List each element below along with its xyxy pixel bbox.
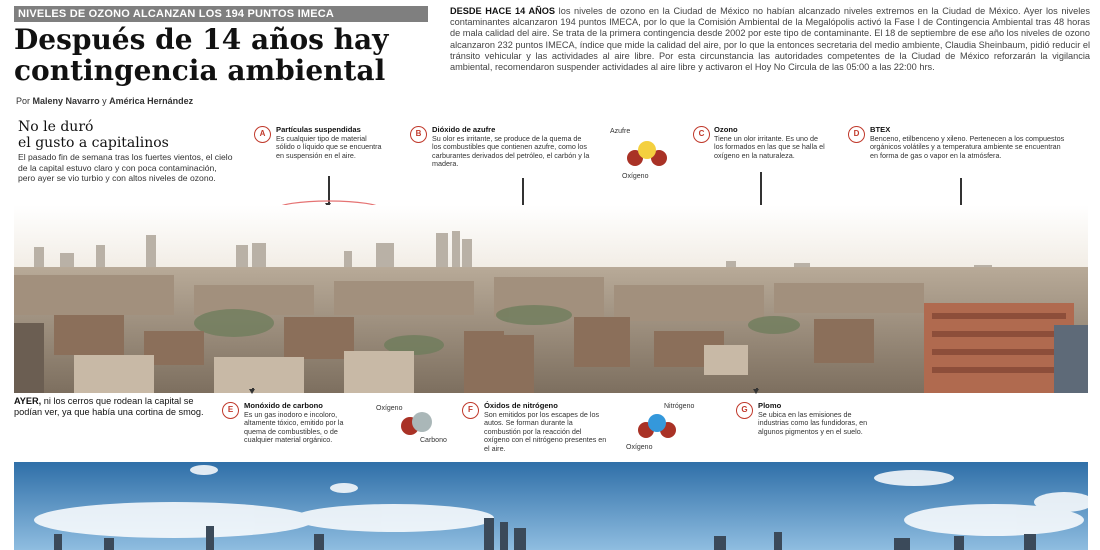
byline-join: y [102, 96, 107, 106]
badge-d: D [848, 126, 865, 143]
callout-text: Su olor es irritante, se produce de la quema de los combustibles que contienen azufre, como los carburantes derivados del petróleo, el carbón y la madera. [432, 133, 590, 169]
carbon-monoxide-molecule-icon [396, 410, 440, 438]
callout-title: Monóxido de carbono [244, 401, 323, 410]
badge-b: B [410, 126, 427, 143]
sidebar-subhead-line-1: No le duró [18, 119, 94, 135]
pointer-e [252, 388, 254, 390]
byline [16, 96, 193, 106]
label-carbono: Carbono [420, 437, 447, 444]
callout-ozono [714, 126, 829, 160]
city-skyline-photo [14, 205, 1088, 393]
badge-e: E [222, 402, 239, 419]
label-oxigeno-2: Oxígeno [376, 405, 403, 412]
headline [14, 24, 434, 86]
intro-paragraph [450, 6, 1090, 73]
callout-title: Óxidos de nitrógeno [484, 401, 558, 410]
callout-oxidos-nitrogeno [484, 402, 609, 454]
callout-title: Dióxido de azufre [432, 125, 496, 134]
pointer-g [756, 388, 758, 390]
caption-lead: AYER, [14, 396, 42, 406]
callout-particulas [276, 126, 386, 160]
intro-lead: DESDE HACE 14 AÑOS [450, 6, 556, 16]
badge-g: G [736, 402, 753, 419]
callout-dioxido-azufre [432, 126, 592, 169]
sidebar-subhead-line-2: el gusto a capitalinos [18, 135, 169, 151]
headline-line-2: contingencia ambiental [14, 54, 386, 87]
sidebar-text: El pasado fin de semana tras los fuertes vientos, el cielo de la capital estuvo claro y con poca contaminación, pero ayer se vio turbio y con altos niveles de ozono. [18, 152, 233, 183]
label-nitrogeno: Nitrógeno [664, 403, 695, 410]
callout-plomo [758, 402, 878, 436]
sulfur-dioxide-molecule-icon [625, 138, 669, 168]
intro-text: los niveles de ozono en la Ciudad de México no habían alcanzado niveles extremos en la Ciudad de México. Ayer los niveles contaminantes alcanzaron 194 puntos IMECA, por lo que la Comisión Ambiental de la Megalópolis activó la Fase I de Contingencia Ambiental tras 48 horas de mala calidad del aire. Se trata de la primera contingencia desde 2002 por este tipo de contaminante. El 18 de septiembre de ese año los niveles de ozono alcanzaron 232 puntos IMECA, índice que mide la calidad del aire, por lo que la entonces secretaria del medio ambiente, Claudia Sheinbaum, pidió reducir el tránsito vehicular y las actividades al aire libre. Por esta circunstancia las autoridades competentes de la Ciudad de México reforzarán la vigilancia ambiental, recomendaron suspender actividades al aire libre y activaron el Hoy No Circula de las 05:00 a las 22:00 hrs. [450, 6, 1090, 73]
callout-text: Son emitidos por los escapes de los autos. Se forman durante la combustión por la reacción del oxígeno con el nitrógeno presentes en el aire. [484, 409, 607, 453]
callout-btex [870, 126, 1065, 160]
sidebar-subhead [18, 119, 228, 151]
callout-title: Ozono [714, 125, 738, 134]
callout-title: Plomo [758, 401, 782, 410]
badge-a: A [254, 126, 271, 143]
callout-text: Benceno, etilbenceno y xileno. Pertenecen a los compuestos orgánicos volátiles y a temperatura ambiente se encuentran en forma de gas o vapor en la atmósfera. [870, 133, 1065, 160]
badge-c: C [693, 126, 710, 143]
byline-prefix: Por [16, 96, 31, 106]
author-1: Maleny Navarro [32, 96, 100, 106]
photo-caption [14, 396, 204, 417]
author-2: América Hernández [109, 96, 194, 106]
callout-title: BTEX [870, 125, 891, 134]
headline-line-1: Después de 14 años hay [14, 23, 389, 56]
nitrogen-oxide-molecule-icon [634, 410, 680, 440]
label-oxigeno-1: Oxígeno [622, 173, 649, 180]
pointer-c [760, 172, 762, 206]
callout-text: Se ubica en las emisiones de industrias como las fundidoras, en algunos pigmentos y en el suelo. [758, 409, 868, 436]
callout-monoxido-carbono [244, 402, 359, 445]
badge-f: F [462, 402, 479, 419]
label-oxigeno-3: Oxígeno [626, 444, 653, 451]
callout-text: Es un gas inodoro e incoloro, altamente tóxico, emitido por la quema de combustibles, o de cualquier material orgánico. [244, 409, 344, 445]
label-azufre: Azufre [610, 128, 631, 135]
caption-text: ni los cerros que rodean la capital se podían ver, ya que había una cortina de smog. [14, 396, 204, 417]
clear-sky-city-photo [14, 462, 1088, 550]
callout-text: Tiene un olor irritante. Es uno de los formados en las que se halla el oxígeno en la naturaleza. [714, 133, 825, 160]
callout-title: Partículas suspendidas [276, 125, 361, 134]
kicker: NIVELES DE OZONO ALCANZAN LOS 194 PUNTOS IMECA [14, 6, 428, 22]
callout-text: Es cualquier tipo de material sólido o líquido que se encuentra en suspensión en el aire. [276, 133, 382, 160]
